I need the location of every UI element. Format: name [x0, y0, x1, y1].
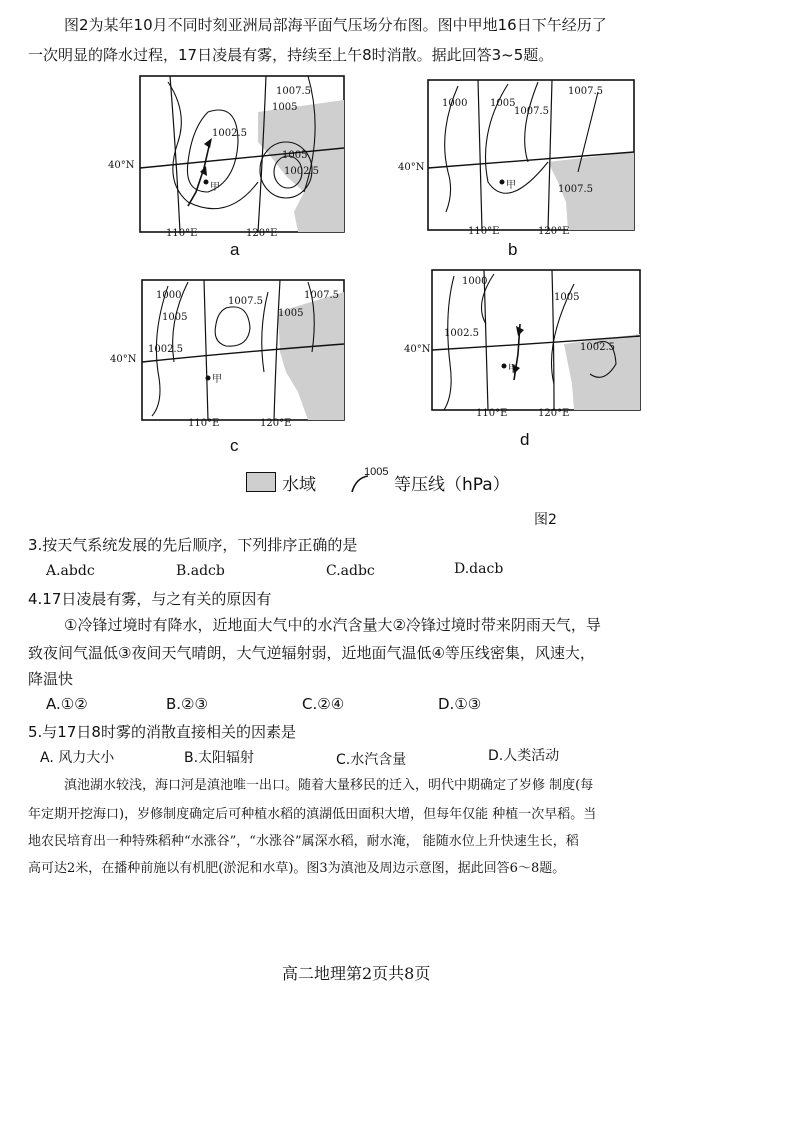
map-a-isobar-1: 1007.5: [276, 86, 311, 97]
map-c: [108, 272, 348, 432]
q5-option-b[interactable]: B.太阳辐射: [184, 750, 255, 766]
q4-stem: 4.17日凌晨有雾，与之有关的原因有: [28, 590, 272, 608]
map-d-isobar-4: 1002.5: [580, 342, 615, 353]
q4-line-3: 降温快: [28, 670, 74, 688]
page-footer: 高二地理第2页共8页: [282, 964, 431, 983]
map-c-lat-label: 40°N: [110, 354, 137, 365]
q4-line-1: ①冷锋过境时有降水，近地面大气中的水汽含量大②冷锋过境时带来阴雨天气，导: [64, 616, 601, 634]
legend-isobar-value: 1005: [364, 466, 389, 478]
map-c-isobar-5: 1005: [278, 308, 304, 319]
q5-stem: 5.与17日8时雾的消散直接相关的因素是: [28, 723, 296, 741]
q4-option-b[interactable]: B.②③: [166, 695, 208, 713]
map-c-isobar-6: 1007.5: [304, 290, 339, 301]
map-a-isobar-2: 1005: [272, 102, 298, 113]
map-a-lat-label: 40°N: [108, 160, 135, 171]
q3-option-c[interactable]: C.adbc: [326, 563, 375, 579]
map-b-lon2-label: 120°E: [538, 226, 570, 237]
q3-option-d[interactable]: D.dacb: [454, 561, 504, 577]
map-d-isobar-2: 1002.5: [444, 328, 479, 339]
map-a-lon1-label: 110°E: [166, 228, 198, 239]
map-b-isobar-2: 1005: [490, 98, 516, 109]
map-a: [108, 72, 348, 242]
q5-option-d[interactable]: D.人类活动: [488, 748, 560, 764]
q5-option-c[interactable]: C.水汽含量: [336, 752, 407, 768]
map-a-isobar-4: 1005: [282, 150, 308, 161]
q3-option-a[interactable]: A.abdc: [46, 563, 95, 579]
passage-line-3: 地农民培育出一种特殊稻种“水涨谷”，“水涨谷”属深水稻，耐水淹， 能随水位上升快速生长，稻: [28, 834, 579, 849]
q4-option-c[interactable]: C.②④: [302, 695, 345, 713]
map-legend: [240, 466, 540, 496]
map-d-label: d: [520, 430, 530, 449]
map-d-lat-label: 40°N: [404, 344, 431, 355]
q4-line-2: 致夜间气温低③夜间天气晴朗，大气逆辐射弱，近地面气温低④等压线密集，风速大，: [28, 644, 595, 662]
passage-line-2: 年定期开挖海口)，岁修制度确定后可种植水稻的滇湖低田面积大增，但每年仅能 种植一次早稻。当: [28, 807, 597, 822]
q3-stem: 3.按天气系统发展的先后顺序，下列排序正确的是: [28, 536, 358, 554]
map-a-place-label: 甲: [210, 182, 220, 193]
intro-line-2: 一次明显的降水过程，17日凌晨有雾，持续至上午8时消散。据此回答3~5题。: [28, 46, 554, 64]
map-c-isobar-2: 1005: [162, 312, 188, 323]
map-c-isobar-3: 1007.5: [228, 296, 263, 307]
map-b-label: b: [508, 240, 518, 259]
passage-line-4: 高可达2米，在播种前施以有机肥(淤泥和水草)。图3为滇池及周边示意图，据此回答6～8题。: [28, 861, 566, 876]
figure-caption: 图2: [534, 512, 557, 528]
q4-option-d[interactable]: D.①③: [438, 695, 482, 713]
map-d-place-label: 甲: [508, 364, 518, 375]
map-d-isobar-3: 1005: [554, 292, 580, 303]
passage-line-1: 滇池湖水较浅，海口河是滇池唯一出口。随着大量移民的迁入，明代中期确定了岁修 制度(每: [64, 778, 594, 793]
map-d-lon1-label: 110°E: [476, 408, 508, 419]
map-d: [404, 264, 644, 424]
water-swatch: [246, 472, 276, 492]
map-b-isobar-5: 1007.5: [558, 184, 593, 195]
map-a-lon2-label: 120°E: [246, 228, 278, 239]
q5-option-a[interactable]: A. 风力大小: [40, 750, 115, 766]
map-c-lon1-label: 110°E: [188, 418, 220, 429]
map-c-label: c: [230, 436, 239, 455]
map-d-isobar-1: 1000: [462, 276, 488, 287]
map-d-lon2-label: 120°E: [538, 408, 570, 419]
map-b-lon1-label: 110°E: [468, 226, 500, 237]
map-b: [398, 72, 638, 242]
map-b-lat-label: 40°N: [398, 162, 425, 173]
map-b-isobar-1: 1000: [442, 98, 468, 109]
map-a-isobar-5: 1002.5: [284, 166, 319, 177]
q3-option-b[interactable]: B.adcb: [176, 563, 225, 579]
map-a-isobar-3: 1002.5: [212, 128, 247, 139]
map-b-place-label: 甲: [506, 180, 516, 191]
legend-water-label: 水域: [282, 475, 316, 495]
map-c-lon2-label: 120°E: [260, 418, 292, 429]
map-a-label: a: [230, 240, 240, 259]
legend-isobar-label: 等压线（hPa）: [394, 475, 510, 495]
map-c-isobar-1: 1000: [156, 290, 182, 301]
map-c-isobar-4: 1002.5: [148, 344, 183, 355]
map-b-isobar-3: 1007.5: [514, 106, 549, 117]
map-b-isobar-4: 1007.5: [568, 86, 603, 97]
map-c-place-label: 甲: [212, 374, 222, 385]
intro-line-1: 图2为某年10月不同时刻亚洲局部海平面气压场分布图。图中甲地16日下午经历了: [64, 16, 607, 34]
q4-option-a[interactable]: A.①②: [46, 695, 88, 713]
